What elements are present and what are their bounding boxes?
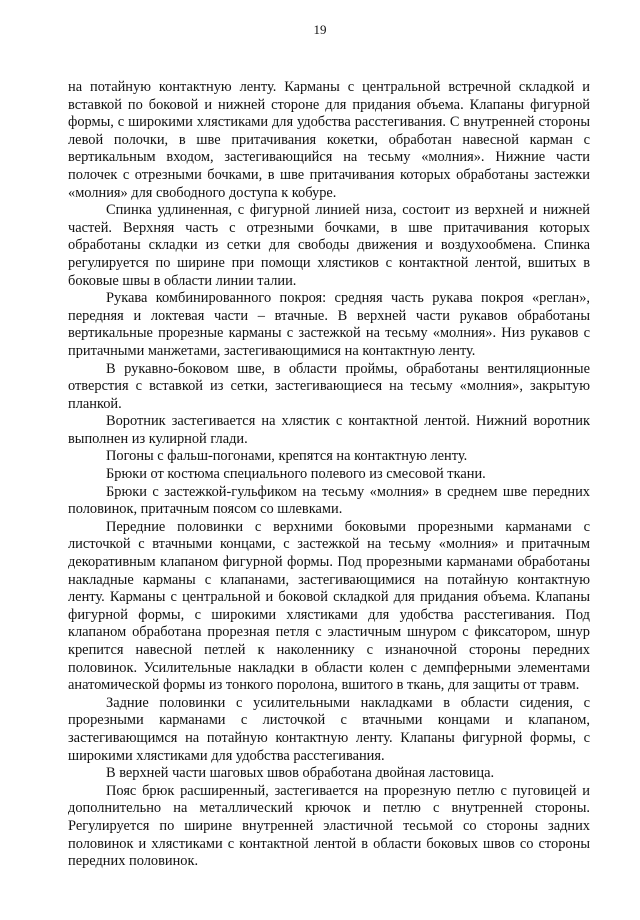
paragraph-front-halves: Передние половинки с верхними боковыми прорезными карманами с листочкой с втачными концами, с застежкой на тесьму «молния» и притачным декоративным клапаном фигурной формы. Под прорезными карманами обработаны накладные карманы с клапанами, застегивающимися на потайную контактную ленту. Карманы с центральной и боковой складкой для придания объема. Клапаны фигурной формы, с широкими хлястиками для удобства расстегивания. Под клапаном обработана прорезная петля с эластичным шнуром с фиксатором, шнур крепится навесной петлей к наколеннику с изнаночной стороны передних половинок. Усилительные накладки в области колен с демпферными элементами анатомической формы из тонкого поролона, вшитого в ткань, для защиты от травм.: [68, 518, 590, 694]
paragraph-sleeves: Рукава комбинированного покроя: средняя часть рукава покроя «реглан», передняя и локтевая части – втачные. В верхней части рукавов обработаны вертикальные прорезные карманы с застежкой на тесьму «молния». Низ рукавов с притачными манжетами, застегивающимися на контактную ленту.: [68, 290, 590, 359]
paragraph-trousers-heading: Брюки от костюма специального полевого из смесовой ткани.: [106, 466, 486, 483]
paragraph-back: Спинка удлиненная, с фигурной линией низа, состоит из верхней и нижней частей. Верхняя часть с отрезными бочками, в шве притачивания которых обработаны складки из сетки для свободы движения и воздухообмена. Спинка регулируется по ширине при помощи хлястиков с контактной лентой, вшитых в боковые швы в области линии талии.: [68, 202, 590, 289]
paragraph-waistband: Пояс брюк расширенный, застегивается на прорезную петлю с пуговицей и дополнительно на металлический крючок и петлю с внутренней стороны. Регулируется по ширине внутренней эластичной тесьмой со стороны задних половинок и хлястиками с контактной лентой в области боковых швов со стороны передних половинок.: [68, 782, 590, 870]
paragraph-collar: Воротник застегивается на хлястик с контактной лентой. Нижний воротник выполнен из кулирной глади.: [68, 413, 590, 447]
paragraph-back-halves: Задние половинки с усилительными накладками в области сидения, с прорезными карманами с листочкой с втачными концами и клапаном, застегивающимся на потайную контактную ленту. Клапаны фигурной формы, с широкими хлястиками для удобства расстегивания.: [68, 694, 590, 764]
paragraph-gusset: В верхней части шаговых швов обработана двойная ластовица.: [106, 765, 495, 782]
document-body: [68, 79, 590, 871]
paragraph-ventilation: В рукавно-боковом шве, в области проймы, обработаны вентиляционные отверстия с вставкой из сетки, застегивающиеся на тесьму «молния», закрытую планкой.: [68, 360, 590, 412]
page-number: 19: [313, 22, 327, 37]
paragraph-trousers-fly: Брюки с застежкой-гульфиком на тесьму «молния» в среднем шве передних половинок, притачным поясом со шлевками.: [68, 483, 590, 518]
paragraph-epaulettes: Погоны с фальш-погонами, крепятся на контактную ленту.: [106, 448, 468, 465]
paragraph-pockets-continued: на потайную контактную ленту. Карманы с центральной встречной складкой и вставкой по боковой и нижней стороне для придания объема. Клапаны фигурной формы, с широкими хлястиками для удобства расстегивания. С внутренней стороны левой полочки, в шве притачивания кокетки, обработан навесной карман с вертикальным входом, застегивающийся на тесьму «молния». Нижние части полочек с отрезными бочками, в шве притачивания которых обработаны застежки «молния» для свободного доступа к кобуре.: [68, 79, 590, 201]
